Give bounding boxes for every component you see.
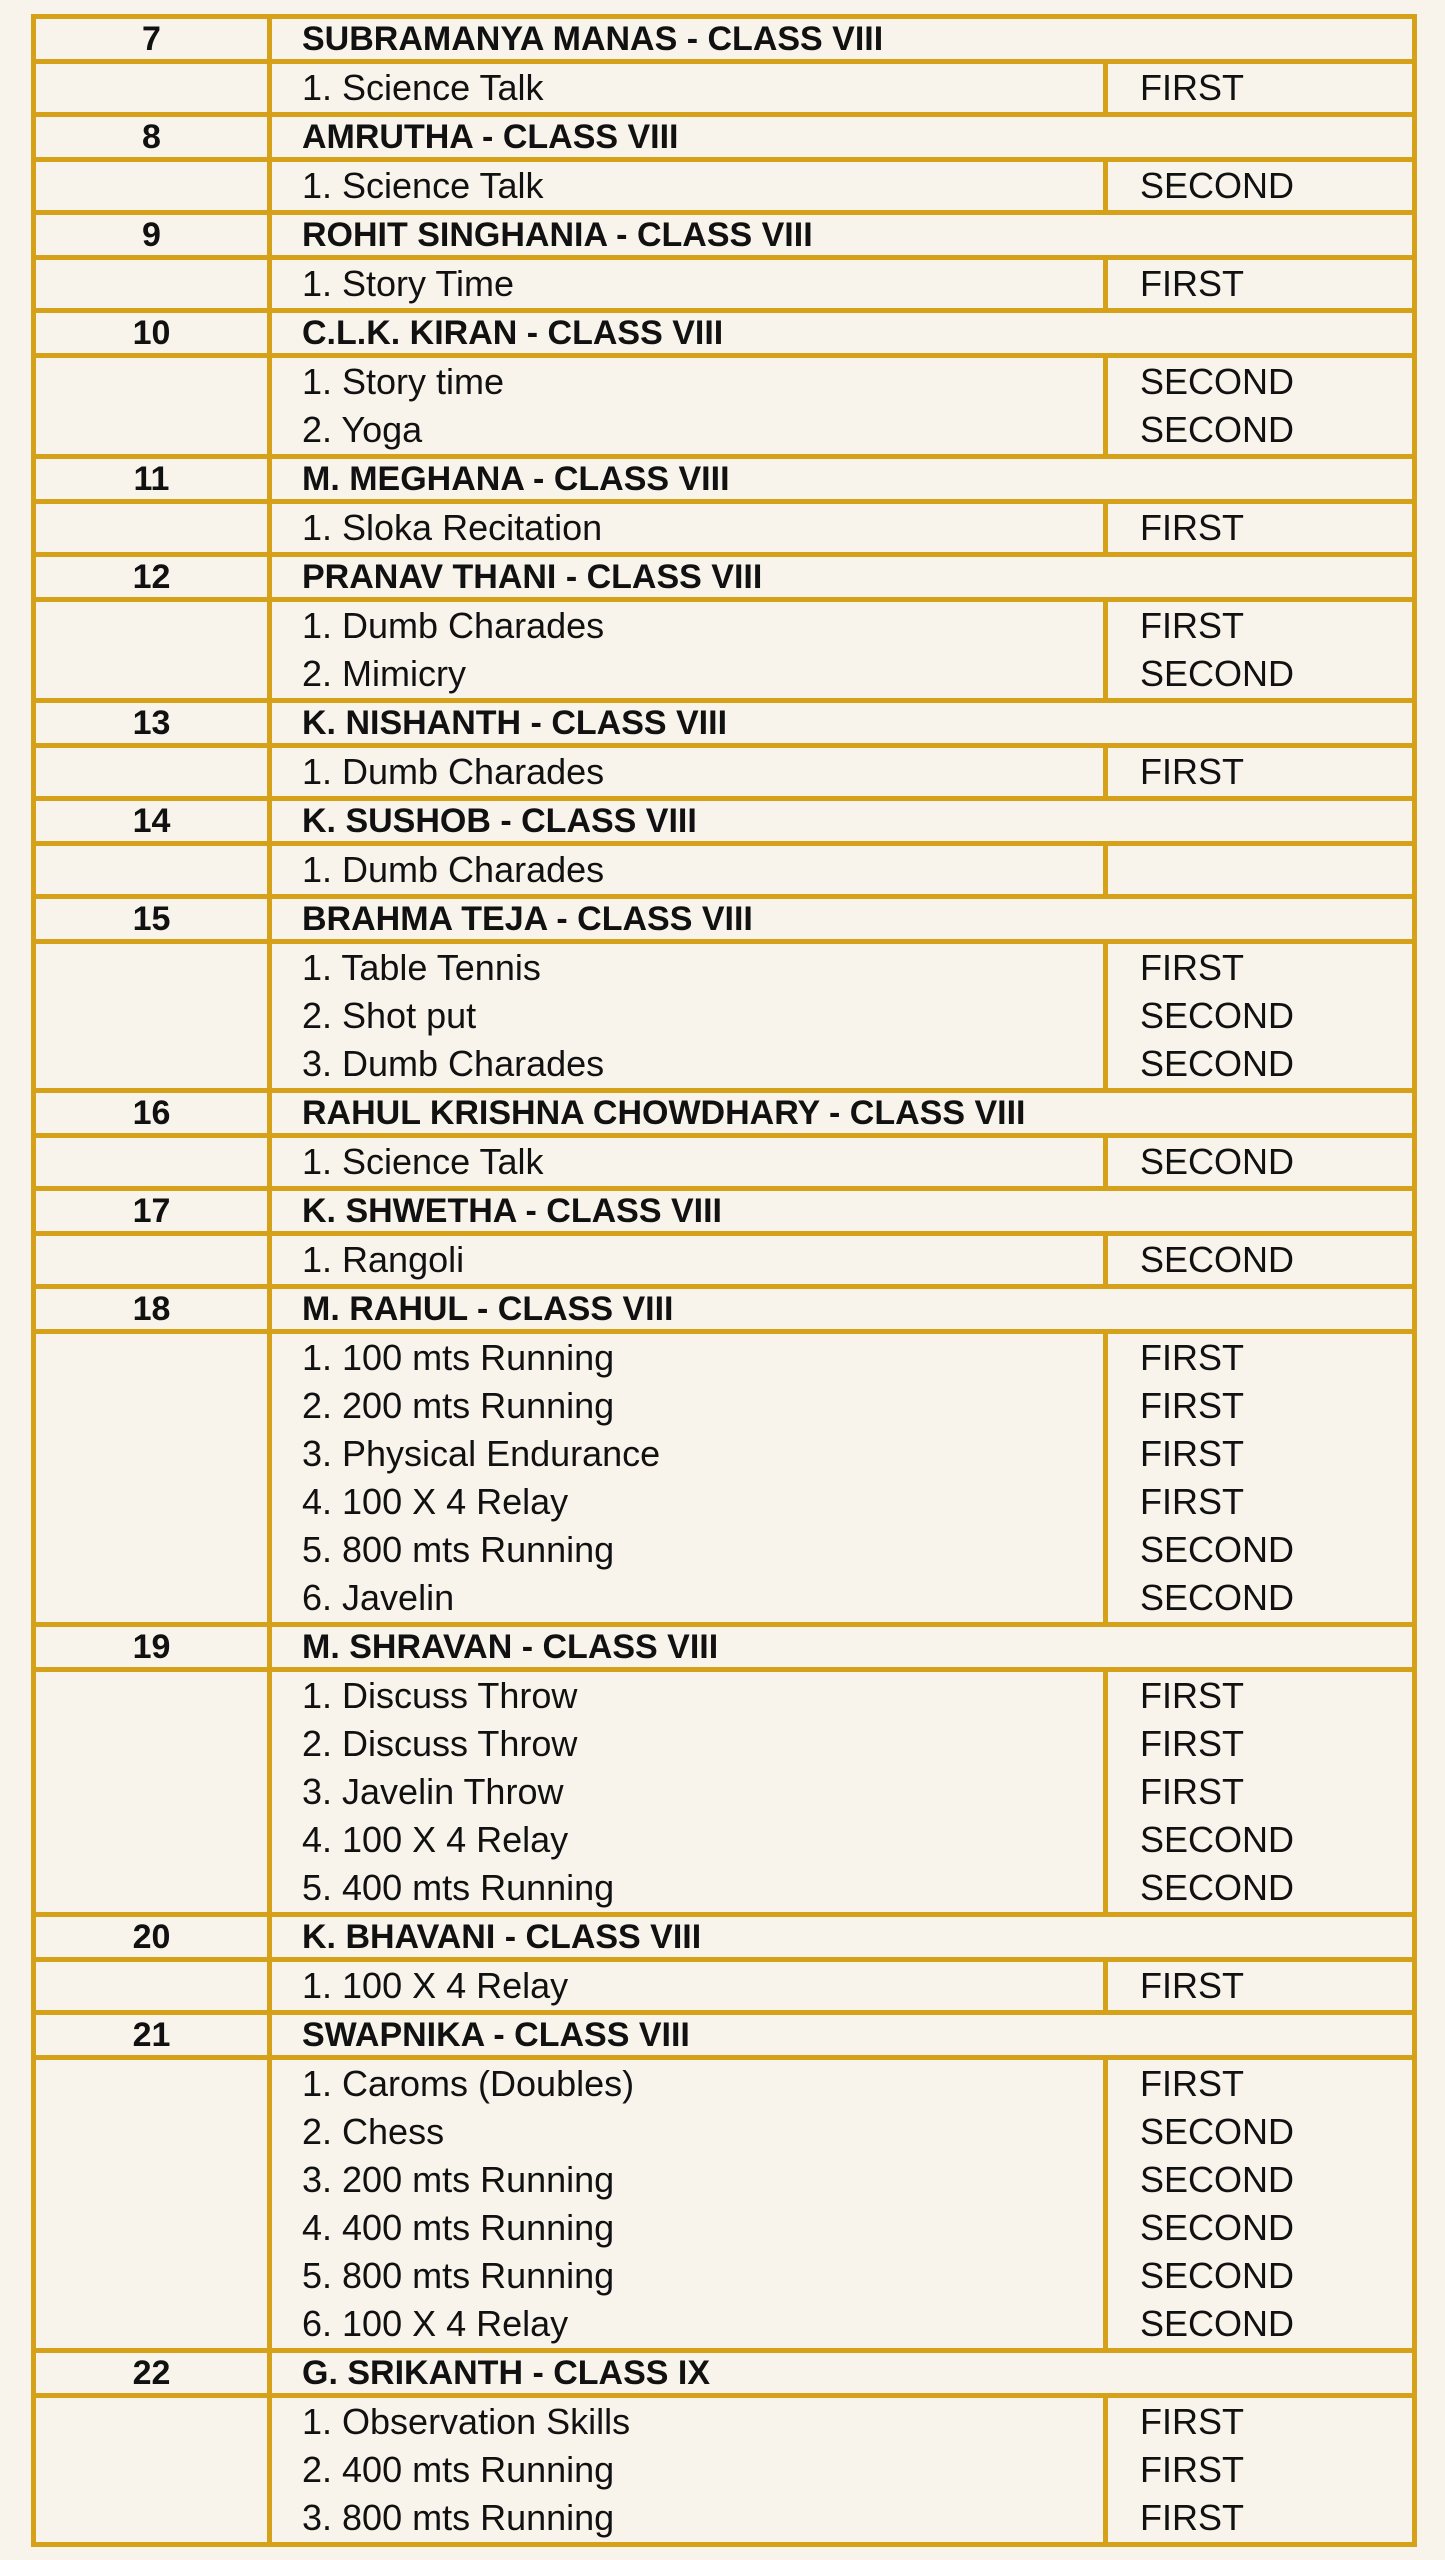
event-name: 3. Dumb Charades bbox=[302, 1043, 605, 1084]
events-cell bbox=[270, 844, 1106, 897]
serial-number: 11 bbox=[34, 457, 270, 502]
events-cell bbox=[270, 356, 1106, 457]
positions-cell bbox=[1106, 62, 1415, 115]
positions-cell bbox=[1106, 258, 1415, 311]
student-events-row bbox=[34, 1234, 1415, 1287]
student-name: K. SUSHOB - CLASS VIII bbox=[270, 799, 1415, 844]
student-header-row bbox=[34, 2013, 1415, 2058]
student-header-row bbox=[34, 115, 1415, 160]
event-name: 1. Science Talk bbox=[302, 67, 544, 108]
serial-number: 8 bbox=[34, 115, 270, 160]
event-position bbox=[1140, 846, 1412, 894]
empty-cell bbox=[34, 1234, 270, 1287]
student-header-row bbox=[34, 799, 1415, 844]
student-header-row bbox=[34, 17, 1415, 62]
student-header-row bbox=[34, 457, 1415, 502]
serial-number: 13 bbox=[34, 701, 270, 746]
events-cell bbox=[270, 160, 1106, 213]
event-position: SECOND bbox=[1140, 1867, 1295, 1908]
positions-cell bbox=[1106, 844, 1415, 897]
event-position: SECOND bbox=[1140, 1819, 1295, 1860]
event-name: 4. 400 mts Running bbox=[302, 2207, 615, 2248]
event-position: FIRST bbox=[1140, 751, 1244, 792]
event-name: 1. Sloka Recitation bbox=[302, 507, 603, 548]
event-position: SECOND bbox=[1140, 995, 1295, 1036]
empty-cell bbox=[34, 2058, 270, 2351]
student-header-row bbox=[34, 701, 1415, 746]
serial-number: 7 bbox=[34, 17, 270, 62]
positions-cell bbox=[1106, 502, 1415, 555]
event-position: FIRST bbox=[1140, 507, 1244, 548]
event-position: SECOND bbox=[1140, 653, 1295, 694]
empty-cell bbox=[34, 1136, 270, 1189]
student-name: G. SRIKANTH - CLASS IX bbox=[270, 2351, 1415, 2396]
student-name: K. BHAVANI - CLASS VIII bbox=[270, 1915, 1415, 1960]
event-name: 1. Dumb Charades bbox=[302, 849, 605, 890]
event-position: FIRST bbox=[1140, 1771, 1244, 1812]
serial-number: 16 bbox=[34, 1091, 270, 1136]
event-position: SECOND bbox=[1140, 1529, 1295, 1570]
positions-cell bbox=[1106, 2396, 1415, 2545]
serial-number: 12 bbox=[34, 555, 270, 600]
event-name: 2. Chess bbox=[302, 2111, 445, 2152]
empty-cell bbox=[34, 160, 270, 213]
event-name: 1. Caroms (Doubles) bbox=[302, 2063, 635, 2104]
student-header-row bbox=[34, 1189, 1415, 1234]
event-position: SECOND bbox=[1140, 361, 1295, 402]
event-position: FIRST bbox=[1140, 947, 1244, 988]
event-name: 2. Mimicry bbox=[302, 653, 466, 694]
events-cell bbox=[270, 1234, 1106, 1287]
serial-number: 18 bbox=[34, 1287, 270, 1332]
event-name: 5. 800 mts Running bbox=[302, 2255, 615, 2296]
event-name: 4. 100 X 4 Relay bbox=[302, 1481, 569, 1522]
event-name: 1. 100 mts Running bbox=[302, 1337, 615, 1378]
empty-cell bbox=[34, 844, 270, 897]
serial-number: 20 bbox=[34, 1915, 270, 1960]
event-name: 2. 400 mts Running bbox=[302, 2449, 615, 2490]
event-position: FIRST bbox=[1140, 1433, 1244, 1474]
positions-cell bbox=[1106, 1136, 1415, 1189]
student-name: SWAPNIKA - CLASS VIII bbox=[270, 2013, 1415, 2058]
student-events-row bbox=[34, 1960, 1415, 2013]
event-position: FIRST bbox=[1140, 1723, 1244, 1764]
events-cell bbox=[270, 1136, 1106, 1189]
event-name: 3. Javelin Throw bbox=[302, 1771, 564, 1812]
student-events-row bbox=[34, 844, 1415, 897]
serial-number: 21 bbox=[34, 2013, 270, 2058]
empty-cell bbox=[34, 1332, 270, 1625]
student-header-row bbox=[34, 213, 1415, 258]
serial-number: 19 bbox=[34, 1625, 270, 1670]
event-position: FIRST bbox=[1140, 2401, 1244, 2442]
event-position: SECOND bbox=[1140, 409, 1295, 450]
results-body bbox=[34, 17, 1415, 2545]
event-position: SECOND bbox=[1140, 2111, 1295, 2152]
student-events-row bbox=[34, 356, 1415, 457]
event-name: 6. 100 X 4 Relay bbox=[302, 2303, 569, 2344]
events-cell bbox=[270, 600, 1106, 701]
empty-cell bbox=[34, 2396, 270, 2545]
serial-number: 15 bbox=[34, 897, 270, 942]
event-name: 3. 800 mts Running bbox=[302, 2497, 615, 2538]
student-events-row bbox=[34, 600, 1415, 701]
event-position: SECOND bbox=[1140, 2255, 1295, 2296]
results-table bbox=[31, 14, 1417, 2547]
event-name: 1. Dumb Charades bbox=[302, 605, 605, 646]
events-cell bbox=[270, 1332, 1106, 1625]
student-header-row bbox=[34, 1287, 1415, 1332]
student-name: C.L.K. KIRAN - CLASS VIII bbox=[270, 311, 1415, 356]
empty-cell bbox=[34, 502, 270, 555]
events-cell bbox=[270, 502, 1106, 555]
empty-cell bbox=[34, 746, 270, 799]
event-name: 1. Observation Skills bbox=[302, 2401, 631, 2442]
event-name: 1. Science Talk bbox=[302, 165, 544, 206]
event-position: SECOND bbox=[1140, 165, 1295, 206]
event-name: 4. 100 X 4 Relay bbox=[302, 1819, 569, 1860]
event-position: SECOND bbox=[1140, 2303, 1295, 2344]
serial-number: 22 bbox=[34, 2351, 270, 2396]
student-events-row bbox=[34, 1670, 1415, 1915]
empty-cell bbox=[34, 1960, 270, 2013]
event-position: SECOND bbox=[1140, 1577, 1295, 1618]
event-name: 5. 400 mts Running bbox=[302, 1867, 615, 1908]
events-cell bbox=[270, 2396, 1106, 2545]
positions-cell bbox=[1106, 356, 1415, 457]
positions-cell bbox=[1106, 1234, 1415, 1287]
event-name: 6. Javelin bbox=[302, 1577, 455, 1618]
student-header-row bbox=[34, 1625, 1415, 1670]
serial-number: 17 bbox=[34, 1189, 270, 1234]
event-name: 1. 100 X 4 Relay bbox=[302, 1965, 569, 2006]
student-name: M. SHRAVAN - CLASS VIII bbox=[270, 1625, 1415, 1670]
student-header-row bbox=[34, 1091, 1415, 1136]
event-name: 1. Story Time bbox=[302, 263, 515, 304]
empty-cell bbox=[34, 1670, 270, 1915]
event-position: FIRST bbox=[1140, 263, 1244, 304]
events-cell bbox=[270, 1960, 1106, 2013]
student-name: RAHUL KRISHNA CHOWDHARY - CLASS VIII bbox=[270, 1091, 1415, 1136]
event-position: FIRST bbox=[1140, 1337, 1244, 1378]
positions-cell bbox=[1106, 942, 1415, 1091]
student-name: PRANAV THANI - CLASS VIII bbox=[270, 555, 1415, 600]
positions-cell bbox=[1106, 600, 1415, 701]
event-name: 1. Rangoli bbox=[302, 1239, 465, 1280]
positions-cell bbox=[1106, 1332, 1415, 1625]
events-cell bbox=[270, 1670, 1106, 1915]
events-cell bbox=[270, 942, 1106, 1091]
serial-number: 14 bbox=[34, 799, 270, 844]
event-name: 3. Physical Endurance bbox=[302, 1433, 661, 1474]
event-position: SECOND bbox=[1140, 1043, 1295, 1084]
student-name: K. NISHANTH - CLASS VIII bbox=[270, 701, 1415, 746]
empty-cell bbox=[34, 258, 270, 311]
event-position: FIRST bbox=[1140, 1385, 1244, 1426]
student-header-row bbox=[34, 555, 1415, 600]
event-position: FIRST bbox=[1140, 2063, 1244, 2104]
event-position: FIRST bbox=[1140, 2497, 1244, 2538]
student-events-row bbox=[34, 1332, 1415, 1625]
event-position: SECOND bbox=[1140, 2207, 1295, 2248]
student-name: AMRUTHA - CLASS VIII bbox=[270, 115, 1415, 160]
serial-number: 10 bbox=[34, 311, 270, 356]
student-events-row bbox=[34, 160, 1415, 213]
event-name: 3. 200 mts Running bbox=[302, 2159, 615, 2200]
event-position: SECOND bbox=[1140, 2159, 1295, 2200]
student-events-row bbox=[34, 62, 1415, 115]
event-position: SECOND bbox=[1140, 1239, 1295, 1280]
event-name: 1. Dumb Charades bbox=[302, 751, 605, 792]
event-name: 1. Table Tennis bbox=[302, 947, 541, 988]
positions-cell bbox=[1106, 1670, 1415, 1915]
event-name: 1. Discuss Throw bbox=[302, 1675, 578, 1716]
event-name: 2. Yoga bbox=[302, 409, 423, 450]
event-position: SECOND bbox=[1140, 1141, 1295, 1182]
event-name: 1. Science Talk bbox=[302, 1141, 544, 1182]
positions-cell bbox=[1106, 160, 1415, 213]
empty-cell bbox=[34, 942, 270, 1091]
student-events-row bbox=[34, 1136, 1415, 1189]
student-events-row bbox=[34, 502, 1415, 555]
event-position: FIRST bbox=[1140, 1481, 1244, 1522]
empty-cell bbox=[34, 600, 270, 701]
student-name: SUBRAMANYA MANAS - CLASS VIII bbox=[270, 17, 1415, 62]
student-header-row bbox=[34, 311, 1415, 356]
events-cell bbox=[270, 62, 1106, 115]
student-events-row bbox=[34, 258, 1415, 311]
student-header-row bbox=[34, 2351, 1415, 2396]
student-name: M. RAHUL - CLASS VIII bbox=[270, 1287, 1415, 1332]
student-events-row bbox=[34, 746, 1415, 799]
event-position: FIRST bbox=[1140, 2449, 1244, 2490]
empty-cell bbox=[34, 356, 270, 457]
event-position: FIRST bbox=[1140, 67, 1244, 108]
events-cell bbox=[270, 258, 1106, 311]
student-name: K. SHWETHA - CLASS VIII bbox=[270, 1189, 1415, 1234]
student-events-row bbox=[34, 942, 1415, 1091]
student-name: BRAHMA TEJA - CLASS VIII bbox=[270, 897, 1415, 942]
event-position: FIRST bbox=[1140, 1965, 1244, 2006]
student-header-row bbox=[34, 897, 1415, 942]
positions-cell bbox=[1106, 1960, 1415, 2013]
student-events-row bbox=[34, 2058, 1415, 2351]
events-cell bbox=[270, 2058, 1106, 2351]
student-header-row bbox=[34, 1915, 1415, 1960]
event-name: 2. 200 mts Running bbox=[302, 1385, 615, 1426]
event-position: FIRST bbox=[1140, 605, 1244, 646]
student-name: M. MEGHANA - CLASS VIII bbox=[270, 457, 1415, 502]
serial-number: 9 bbox=[34, 213, 270, 258]
event-name: 1. Story time bbox=[302, 361, 505, 402]
event-name: 2. Discuss Throw bbox=[302, 1723, 578, 1764]
student-events-row bbox=[34, 2396, 1415, 2545]
events-cell bbox=[270, 746, 1106, 799]
event-position: FIRST bbox=[1140, 1675, 1244, 1716]
event-name: 2. Shot put bbox=[302, 995, 477, 1036]
event-name: 5. 800 mts Running bbox=[302, 1529, 615, 1570]
positions-cell bbox=[1106, 746, 1415, 799]
student-name: ROHIT SINGHANIA - CLASS VIII bbox=[270, 213, 1415, 258]
empty-cell bbox=[34, 62, 270, 115]
positions-cell bbox=[1106, 2058, 1415, 2351]
